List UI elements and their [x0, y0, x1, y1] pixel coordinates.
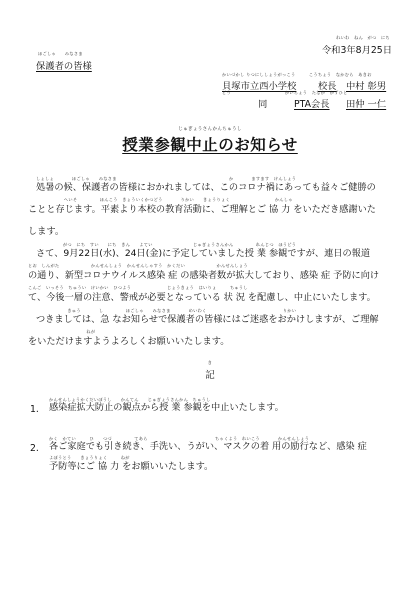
paragraph-1-line-1: 処暑の候、保護者の皆様におかれましては、このコロナ禍にあっても益々ご健勝の — [36, 182, 376, 193]
signature-principal-title: 校長 — [318, 81, 337, 92]
item-2-number: 2. — [30, 443, 39, 454]
paragraph-2-line-2: の通り、新型コロナウイルス感染 症 の感染者数が拡大しており、感染 症 予防に向け — [28, 270, 380, 281]
item-1-text: 感染症拡大防止の観点から授 業 参観を中止いたします。 — [49, 402, 284, 413]
ki-heading: 記 — [205, 370, 215, 381]
p2-l2-ruby: とお しんがた かんせんしょう かんせんしゃすう かくだい かんせんしょう — [28, 263, 248, 268]
signature-pta-name: 田仲 一仁 — [346, 99, 387, 110]
item-2-text-line-2: 予防等にご 協 力 をお願いいたします。 — [49, 461, 214, 472]
paragraph-1-line-3: します。 — [28, 226, 65, 237]
signature-principal-name: 中村 彰男 — [346, 81, 387, 92]
p2-l3-ruby: こんご いっそう ちゅうい けいかい ひつよう じょうきょう はいりょ ちゅうし — [28, 285, 248, 290]
paragraph-1-line-2: ことと存じます。平素より本校の教育活動に、ご理解とご 協 力 をいただき感謝いた — [28, 204, 376, 215]
paragraph-3-line-1: つきましては、急 なお知らせで保護者の皆様にはご迷惑をおかけしますが、ご理解 — [36, 314, 379, 325]
item-1-number: 1. — [30, 404, 39, 415]
signature-pta-title: PTA会長 — [294, 99, 330, 110]
signature-same-mark: 同 — [258, 99, 268, 110]
signature2-ruby: どう かいちょう たなか かずひと — [222, 90, 348, 95]
date-ruby: れいわ ねん がつ にち — [336, 35, 390, 40]
p1-l2-ruby: へいそ ほんこう きょういくかつどう りかい きょうりょく かんしゃ — [28, 197, 293, 202]
p2-ruby: がつ にち すい にち きん よてい じゅぎょうさんかん れんじつ ほうどう — [36, 242, 297, 247]
paragraph-2-line-1: さて、9月22日(水)、24日(金)に予定していました授 業 参観ですが、連日の報道 — [36, 248, 371, 259]
page-title: 授業参観中止のお知らせ — [122, 136, 298, 154]
title-ruby: じゅぎょうさんかんちゅうし — [178, 127, 242, 132]
signature-school: 貝塚市立西小学校 — [222, 81, 297, 92]
paragraph-3-line-2: をいただけますようよろしくお願いいたします。 — [28, 336, 230, 347]
item-2-text-line-1: 各ご家庭でも引き続き、手洗い、うがい、マスクの着 用の励行など、感染 症 — [49, 441, 367, 452]
ki-ruby: き — [207, 360, 213, 365]
addressee-ruby: ほごしゃ みなさま — [38, 51, 83, 56]
paragraph-2-line-3: て、今後一層の注意、警戒が必要となっている 状 況 を配慮し、中止にいたします。 — [28, 292, 376, 303]
p3-ruby: きゅう し ほごしゃ みなさま めいわく りかい — [36, 308, 297, 313]
p1-ruby: しょしょ ほごしゃ みなさま か ますます けんしょう — [36, 176, 297, 181]
p3-l2-ruby: ねが — [28, 329, 96, 334]
document-date: 令和3年8月25日 — [321, 45, 392, 56]
item-2-ruby: かく かてい ひ つづ てあら ちゃくよう れいこう かんせんしょう — [49, 436, 310, 441]
item-1-ruby: かんせんしょうかくだいぼうし かんてん じゅぎょうさんかん ちゅうし — [49, 397, 211, 402]
item-2-ruby-2: よぼうとう きょうりょく ねが — [49, 455, 130, 460]
addressee: 保護者の皆様 — [36, 61, 92, 72]
signature-ruby: かいづかし りつにししょうがっこう こうちょう なかむら あきお — [222, 72, 372, 77]
